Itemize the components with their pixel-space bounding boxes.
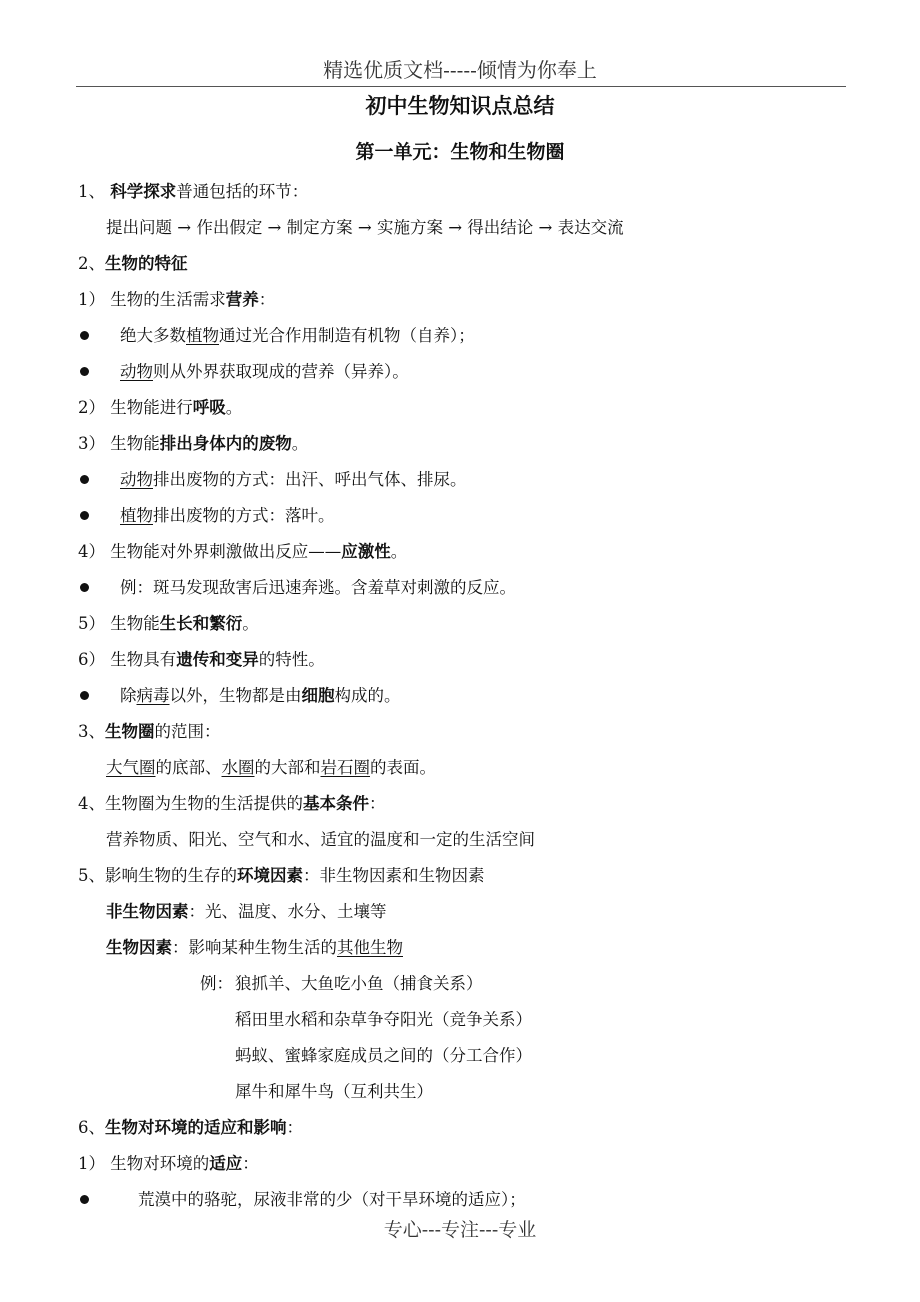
item-keyword: 非生物因素 [106,902,189,921]
item-keyword: 生物因素 [106,938,172,957]
underlined-term: 其他生物 [337,938,403,957]
section-keyword: 基本条件 [303,794,369,813]
underlined-term: 植物 [186,326,219,345]
item-2-1 [78,289,275,311]
item-text: 3） 生物能 [78,434,160,453]
bullet-6-1a: 荒漠中的骆驼，尿液非常的少（对干旱环境的适应）； [138,1190,526,1209]
item-keyword: 营养 [225,290,259,309]
section-keyword: 环境因素 [237,866,303,885]
item-text: 的特性。 [258,650,325,669]
item-text: 排出废物的方式：出汗、呼出气体、排尿。 [153,470,467,489]
item-text: 排出废物的方式：落叶。 [153,506,335,525]
item-2-6 [78,649,325,671]
bullet-icon [80,511,89,520]
item-text: 1） 生物对环境的 [78,1154,210,1173]
item-keyword: 生长和繁衍 [159,614,243,633]
bullet-icon [80,367,89,376]
item-keyword: 排出身体内的废物 [159,434,292,453]
item-text: 1） 生物的生活需求 [78,290,226,309]
item-6-1 [78,1153,259,1175]
section-text: 4、生物圈为生物的生活提供的 [78,794,303,813]
section-6-heading [78,1117,303,1139]
section-number: 6、 [78,1118,105,1137]
bullet-2-3a [120,469,467,491]
bullet-2-1b [120,361,409,383]
item-keyword: 呼吸 [192,398,226,417]
example-label: 例： [200,974,233,993]
item-text: 的底部、 [155,758,222,777]
bullet-2-4a: 例：斑马发现敌害后迅速奔逃。含羞草对刺激的反应。 [120,578,516,597]
item-text: 则从外界获取现成的营养（异养）。 [153,362,409,381]
item-text: 6） 生物具有 [78,650,177,669]
abiotic-factors [106,901,387,923]
section-number: 2、 [78,254,105,273]
item-text: 绝大多数 [120,326,186,345]
item-2-2 [78,397,242,419]
section-1-heading [78,181,308,203]
underlined-term: 病毒 [136,686,170,705]
section-3-heading [78,721,221,743]
section-text: ： [369,794,386,813]
item-text: 4） 生物能对外界刺激做出反应—— [78,542,342,561]
section-text: 普通包括的环节： [176,182,309,201]
item-text: 。 [291,434,309,453]
example-item: 犀牛和犀牛鸟（互利共生） [235,1082,433,1101]
underlined-term: 植物 [120,506,153,525]
section-keyword: 生物的特征 [105,254,188,273]
bullet-2-3b [120,505,335,527]
bullet-icon [80,331,89,340]
item-text: ： [242,1154,259,1173]
item-keyword: 适应 [209,1154,243,1173]
item-keyword: 细胞 [301,686,335,705]
bullet-icon [80,1195,89,1204]
underlined-term: 动物 [120,362,153,381]
item-text: 构成的。 [334,686,401,705]
item-text: 2） 生物能进行 [78,398,193,417]
item-keyword: 应激性 [341,542,391,561]
item-text: 。 [390,542,408,561]
section-keyword: 生物对环境的适应和影响 [105,1118,287,1137]
basic-conditions: 营养物质、阳光、空气和水、适宜的温度和一定的生活空间 [106,830,535,849]
section-keyword: 科学探求 [110,182,177,201]
item-keyword: 遗传和变异 [176,650,259,669]
inquiry-steps: 提出问题 → 作出假定 → 制定方案 → 实施方案 → 得出结论 → 表达交流 [106,218,624,237]
item-text: 的大部和 [254,758,321,777]
item-2-4 [78,541,407,563]
document-title: 初中生物知识点总结 [365,94,555,118]
header-divider [76,86,846,87]
item-text: 。 [225,398,243,417]
example-item: 蚂蚁、蜜蜂家庭成员之间的（分工合作） [235,1046,532,1065]
section-text: 的范围： [154,722,221,741]
biosphere-range [106,757,436,779]
item-text: 5） 生物能 [78,614,160,633]
bullet-icon [80,691,89,700]
unit-title: 第一单元：生物和生物圈 [355,141,565,163]
underlined-term: 大气圈 [106,758,156,777]
underlined-term: 动物 [120,470,153,489]
item-text: 的表面。 [370,758,436,777]
item-text: 。 [242,614,259,633]
section-text: 5、影响生物的生存的 [78,866,237,885]
page-footer: 专心---专注---专业 [383,1219,537,1241]
bullet-2-6a [120,685,401,707]
item-text: 除 [120,686,137,705]
example-item: 狼抓羊、大鱼吃小鱼（捕食关系） [235,974,483,993]
item-text: ： [258,290,276,309]
bullet-2-1a [120,325,475,347]
section-5-heading [78,865,485,887]
underlined-term: 岩石圈 [320,758,370,777]
bullet-icon [80,475,89,484]
item-2-3 [78,433,308,455]
item-text: ：影响某种生物生活的 [172,938,337,957]
bullet-icon [80,583,89,592]
item-text: 以外，生物都是由 [169,686,302,705]
section-text: ： [286,1118,303,1137]
section-number: 1、 [78,182,105,201]
example-item: 稻田里水稻和杂草争夺阳光（竞争关系） [235,1010,532,1029]
underlined-term: 水圈 [221,758,255,777]
page-header: 精选优质文档-----倾情为你奉上 [323,58,597,82]
section-4-heading [78,793,386,815]
section-2-heading [78,253,188,275]
section-text: ：非生物因素和生物因素 [303,866,485,885]
section-number: 3、 [78,722,105,741]
item-text: 通过光合作用制造有机物（自养）； [219,326,475,345]
section-keyword: 生物圈 [105,722,155,741]
biotic-factors [106,937,403,959]
item-text: ：光、温度、水分、土壤等 [188,902,387,921]
item-2-5 [78,613,259,635]
